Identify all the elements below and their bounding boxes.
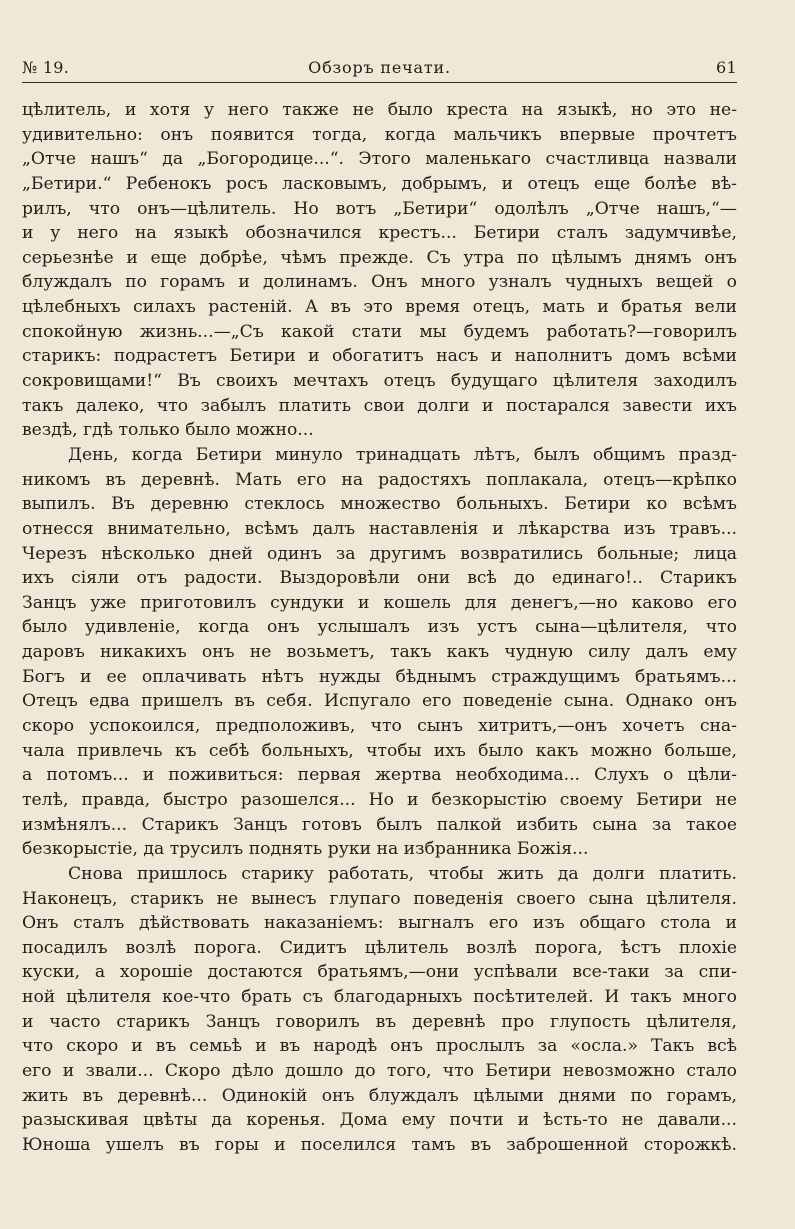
text-line: рилъ, что онъ—цѣлитель. Но вотъ „Бетири“ одолѣлъ „Отче нашъ,“— (22, 198, 737, 219)
text-line: а потомъ... и поживиться: первая жертва необходима... Слухъ о цѣли- (22, 765, 737, 786)
text-line: ихъ сіяли отъ радости. Выздоровѣли они всѣ до единаго!.. Старикъ (22, 568, 737, 589)
text-line: посадилъ возлѣ порога. Сидитъ цѣлитель возлѣ порога, ѣстъ плохіе (22, 937, 737, 958)
text-line: День, когда Бетири минуло тринадцать лѣтъ, былъ общимъ празд- (68, 444, 737, 465)
text-line: Богъ и ее оплачивать нѣтъ нужды бѣднымъ страждущимъ братьямъ... (22, 666, 737, 687)
text-line: удивительно: онъ появится тогда, когда мальчикъ впервые прочтетъ (22, 124, 737, 145)
paragraph (22, 443, 737, 862)
text-line: „Бетири.“ Ребенокъ росъ ласковымъ, добрымъ, и отецъ еще болѣе вѣ- (22, 173, 737, 194)
text-line: было удивленіе, когда онъ услышалъ изъ устъ сына—цѣлителя, что (22, 617, 737, 638)
text-line: Онъ сталъ дѣйствовать наказаніемъ: выгналъ его изъ общаго стола и (22, 913, 737, 934)
text-line: Отецъ едва пришелъ въ себя. Испугало его поведеніе сына. Однако онъ (22, 691, 737, 712)
text-line: блуждалъ по горамъ и долинамъ. Онъ много узналъ чудныхъ вещей о (22, 272, 737, 293)
text-line: куски, а хорошіе достаются братьямъ,—они успѣвали все-таки за спи- (22, 962, 737, 983)
text-line: даровъ никакихъ онъ не возьметъ, такъ какъ чудную силу далъ ему (22, 642, 737, 663)
section-title: Обзоръ печати. (308, 58, 451, 77)
text-line: жить въ деревнѣ... Одинокій онъ блуждалъ цѣлыми днями по горамъ, (22, 1085, 737, 1106)
text-line: такъ далеко, что забылъ платить свои долги и постарался завести ихъ (22, 395, 737, 416)
text-line: „Отче нашъ“ да „Богородице...“. Этого маленькаго счастливца назвали (22, 149, 737, 170)
text-line: выпилъ. Въ деревню стеклось множество больныхъ. Бетири ко всѣмъ (22, 494, 737, 515)
body-text (22, 98, 737, 1158)
text-line: цѣлитель, и хотя у него также не было креста на языкѣ, но это не- (22, 100, 737, 120)
text-line: ной цѣлителя кое-что брать съ благодарныхъ посѣтителей. И такъ много (22, 987, 737, 1008)
text-line: серьезнѣе и еще добрѣе, чѣмъ прежде. Съ утра по цѣлымъ днямъ онъ (22, 247, 737, 268)
text-line: Занцъ уже приготовилъ сундуки и кошель для денегъ,—но каково его (22, 592, 737, 613)
text-line: и у него на языкѣ обозначился крестъ... Бетири сталъ задумчивѣе, (22, 223, 737, 244)
text-line: Юноша ушелъ въ горы и поселился тамъ въ заброшенной сторожкѣ. (22, 1134, 737, 1155)
page-number: 61 (716, 58, 737, 77)
text-line: отнесся внимательно, всѣмъ далъ наставленія и лѣкарства изъ травъ... (22, 518, 737, 539)
text-line: цѣлебныхъ силахъ растеній. А въ это время отецъ, мать и братья вели (22, 297, 737, 318)
paragraph (22, 98, 737, 443)
text-line: телѣ, правда, быстро разошелся... Но и безкорыстію своему Бетири не (22, 789, 737, 810)
text-line: скоро успокоился, предположивъ, что сынъ хитритъ,—онъ хочетъ сна- (22, 716, 737, 737)
text-line: Черезъ нѣсколько дней одинъ за другимъ возвратились больные; лица (22, 543, 737, 564)
text-line: разыскивая цвѣты да коренья. Дома ему почти и ѣсть-то не давали... (22, 1110, 737, 1131)
text-line: никомъ въ деревнѣ. Мать его на радостяхъ поплакала, отецъ—крѣпко (22, 469, 737, 490)
issue-number: № 19. (22, 58, 70, 77)
text-line: сокровищами!“ Въ своихъ мечтахъ отецъ будущаго цѣлителя заходилъ (22, 371, 737, 392)
text-line: старикъ: подрастетъ Бетири и обогатитъ насъ и наполнитъ домъ всѣми (22, 346, 737, 367)
text-line: что скоро и въ семьѣ и въ народѣ онъ прослылъ за «осла.» Такъ всѣ (22, 1036, 737, 1057)
text-line: безкорыстіе, да трусилъ поднять руки на избранника Божія... (22, 839, 589, 860)
text-line: Наконецъ, старикъ не вынесъ глупаго поведенія своего сына цѣлителя. (22, 888, 737, 909)
text-line: и часто старикъ Занцъ говорилъ въ деревнѣ про глупость цѣлителя, (22, 1011, 737, 1032)
text-line: измѣнялъ... Старикъ Занцъ готовъ былъ палкой избить сына за такое (22, 814, 737, 835)
text-line: чала привлечь къ себѣ больныхъ, чтобы ихъ было какъ можно больше, (22, 740, 737, 761)
paragraph (22, 862, 737, 1158)
text-line: Снова пришлось старику работать, чтобы жить да долги платить. (68, 863, 737, 884)
text-line: вездѣ, гдѣ только было можно... (22, 420, 314, 441)
text-line: спокойную жизнь...—„Съ какой стати мы будемъ работать?—говорилъ (22, 321, 737, 342)
header-rule (22, 82, 737, 83)
text-line: его и звали... Скоро дѣло дошло до того, что Бетири невозможно стало (22, 1060, 737, 1081)
